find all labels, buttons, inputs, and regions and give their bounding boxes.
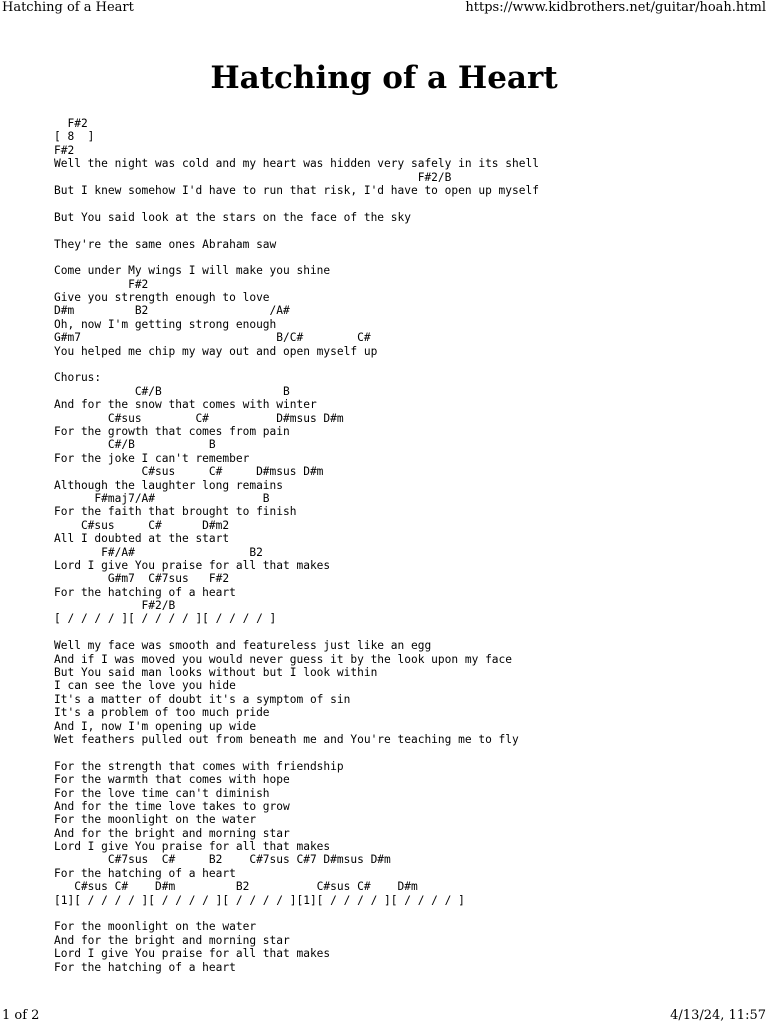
lyric-line: And for the time love takes to grow bbox=[54, 799, 290, 813]
lyric-line: Give you strength enough to love bbox=[54, 291, 270, 305]
lyric-line: Lord I give You praise for all that makes bbox=[54, 558, 331, 572]
lyric-line: Lord I give You praise for all that makes bbox=[54, 947, 331, 961]
lyric-line: For the moonlight on the water bbox=[54, 920, 257, 934]
lyric-line: For the hatching of a heart bbox=[54, 960, 236, 974]
print-header-title: Hatching of a Heart bbox=[2, 0, 134, 15]
print-header-url: https://www.kidbrothers.net/guitar/hoah.html bbox=[465, 0, 766, 15]
print-footer-datetime: 4/13/24, 11:57 bbox=[670, 1008, 766, 1023]
lyric-line: All I doubted at the start bbox=[54, 532, 230, 546]
blank-line bbox=[54, 224, 754, 237]
chord-line: G#m7 B/C# C# bbox=[54, 331, 371, 345]
lyric-line: And if I was moved you would never guess it by the look upon my face bbox=[54, 652, 513, 666]
chord-line: F#maj7/A# B bbox=[54, 491, 270, 505]
blank-line bbox=[54, 746, 754, 759]
chord-line: C#sus C# D#msus D#m bbox=[54, 465, 324, 479]
chord-line: F#/A# B2 bbox=[54, 545, 263, 559]
lyric-line: For the hatching of a heart bbox=[54, 585, 236, 599]
lyric-line: It's a problem of too much pride bbox=[54, 706, 270, 720]
chord-line: [ / / / / ][ / / / / ][ / / / / ] bbox=[54, 612, 277, 626]
lyric-line: For the moonlight on the water bbox=[54, 813, 257, 827]
chord-line: C#/B B bbox=[54, 384, 290, 398]
chord-line: C#sus C# D#m B2 C#sus C# D#m bbox=[54, 880, 418, 894]
lyric-line: For the hatching of a heart bbox=[54, 866, 236, 880]
chord-line: [ 8 ] bbox=[54, 130, 95, 144]
chord-line: F#2 bbox=[54, 277, 149, 291]
chord-line: F#2/B bbox=[54, 170, 452, 184]
lyric-line: For the growth that comes from pain bbox=[54, 424, 290, 438]
chord-line: C#sus C# D#m2 bbox=[54, 518, 230, 532]
song-chord-sheet bbox=[54, 117, 754, 974]
blank-line bbox=[54, 358, 754, 371]
lyric-line: And I, now I'm opening up wide bbox=[54, 719, 257, 733]
lyric-line: And for the bright and morning star bbox=[54, 933, 290, 947]
chord-line: F#2 bbox=[54, 117, 88, 130]
lyric-line: Wet feathers pulled out from beneath me and You're teaching me to fly bbox=[54, 732, 519, 746]
lyric-line: Come under My wings I will make you shine bbox=[54, 264, 331, 278]
chord-line: F#2/B bbox=[54, 599, 176, 613]
chord-line: D#m B2 /A# bbox=[54, 304, 290, 318]
blank-line bbox=[54, 626, 754, 639]
lyric-line: For the warmth that comes with hope bbox=[54, 773, 290, 787]
lyric-line: And for the bright and morning star bbox=[54, 826, 290, 840]
lyric-line: But You said look at the stars on the face of the sky bbox=[54, 210, 411, 224]
lyric-line: But You said man looks without but I look within bbox=[54, 666, 378, 680]
lyric-line: Well the night was cold and my heart was hidden very safely in its shell bbox=[54, 157, 539, 171]
lyric-line: But I knew somehow I'd have to run that risk, I'd have to open up myself bbox=[54, 183, 539, 197]
lyric-line: Lord I give You praise for all that makes bbox=[54, 840, 331, 854]
blank-line bbox=[54, 907, 754, 920]
lyric-line: Oh, now I'm getting strong enough bbox=[54, 317, 277, 331]
print-footer-page-count: 1 of 2 bbox=[2, 1008, 40, 1023]
blank-line bbox=[54, 197, 754, 210]
lyric-line: For the faith that brought to finish bbox=[54, 505, 297, 519]
lyric-line: For the love time can't diminish bbox=[54, 786, 270, 800]
lyric-line: For the strength that comes with friendship bbox=[54, 759, 344, 773]
chord-line: G#m7 C#7sus F#2 bbox=[54, 572, 230, 586]
blank-line bbox=[54, 251, 754, 264]
lyric-line: I can see the love you hide bbox=[54, 679, 236, 693]
lyric-line: It's a matter of doubt it's a symptom of sin bbox=[54, 692, 351, 706]
chord-line: C#sus C# D#msus D#m bbox=[54, 411, 344, 425]
lyric-line: Well my face was smooth and featureless just like an egg bbox=[54, 639, 432, 653]
lyric-line: Chorus: bbox=[54, 371, 102, 385]
document-title: Hatching of a Heart bbox=[210, 60, 558, 96]
lyric-line: For the joke I can't remember bbox=[54, 451, 250, 465]
chord-line: F#2 bbox=[54, 143, 75, 157]
lyric-line: They're the same ones Abraham saw bbox=[54, 237, 277, 251]
chord-line: C#/B B bbox=[54, 438, 216, 452]
chord-line: C#7sus C# B2 C#7sus C#7 D#msus D#m bbox=[54, 853, 391, 867]
lyric-line: Although the laughter long remains bbox=[54, 478, 284, 492]
chord-line: [1][ / / / / ][ / / / / ][ / / / / ][1][ / / / / ][ / / / / ] bbox=[54, 893, 465, 907]
lyric-line: You helped me chip my way out and open myself up bbox=[54, 344, 378, 358]
lyric-line: And for the snow that comes with winter bbox=[54, 398, 317, 412]
